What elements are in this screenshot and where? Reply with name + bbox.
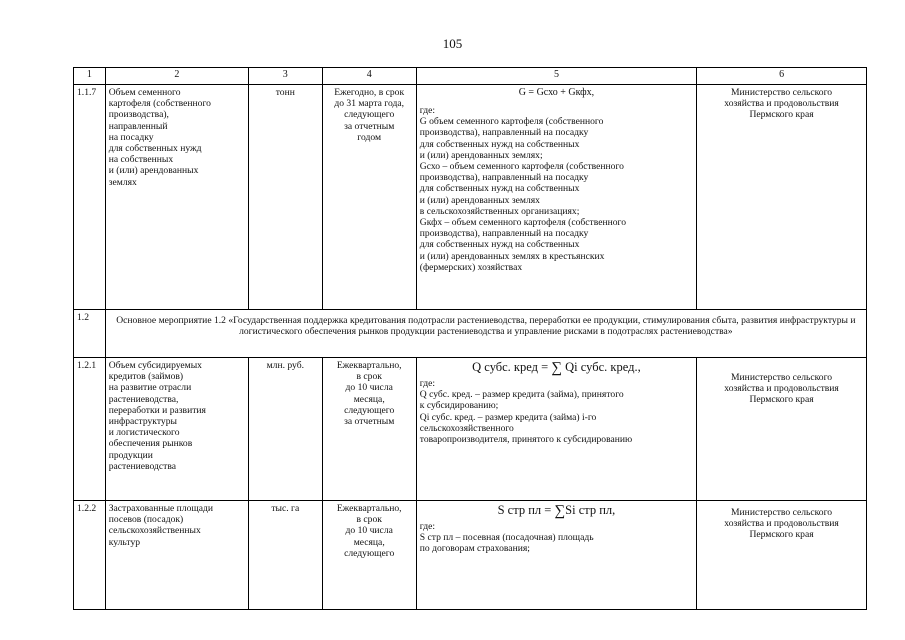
section-title: Основное мероприятие 1.2 «Государственная поддержка кредитования подотрасли растениеводства, переработки ее продукции, стимулирования сбыта, развития инфраструктуры и логистического обеспечения рынков продукции растениеводства и управление рисками в подотраслях растениеводства»: [105, 310, 866, 358]
formula: [420, 503, 693, 519]
unit: тонн: [248, 85, 322, 310]
indicator-name: Объем семенного картофеля (собственного производства), направленный на посадку для собственных нужд на собственных и (или) арендованных землях: [105, 85, 248, 310]
unit: млн. руб.: [248, 358, 322, 501]
header-cell-3: 3: [248, 68, 322, 85]
row-number: 1.2.1: [74, 358, 106, 501]
row-number: 1.2.2: [74, 501, 106, 610]
table-row: [74, 358, 867, 501]
unit: тыс. га: [248, 501, 322, 610]
deadline: Ежегодно, в срок до 31 марта года, следующего за отчетным годом: [322, 85, 416, 310]
formula: [420, 360, 693, 376]
header-cell-6: 6: [697, 68, 867, 85]
header-cell-2: 2: [105, 68, 248, 85]
indicator-name: Застрахованные площади посевов (посадок) сельскохозяйственных культур: [105, 501, 248, 610]
header-cell-5: 5: [416, 68, 696, 85]
section-row: [74, 310, 867, 358]
formula-explanation: где: Q субс. кред. – размер кредита (займа), принятого к субсидированию; Qi субс. кред. – размер кредита (займа) i-го сельскохозяйственного товаропроизводителя, принятого к субсидированию: [419, 378, 633, 446]
deadline: Ежеквартально, в срок до 10 числа месяца, следующего: [322, 501, 416, 610]
page-number: 105: [442, 36, 463, 51]
header-row: [74, 68, 867, 85]
sum-symbol: ∑: [554, 503, 566, 519]
responsible: Министерство сельского хозяйства и продовольствия Пермского края: [697, 358, 867, 501]
responsible: Министерство сельского хозяйства и продовольствия Пермского края: [697, 501, 867, 610]
formula-right: Si стр пл,: [565, 503, 616, 517]
formula-right: Qi субс. кред.,: [562, 360, 641, 374]
deadline: Ежеквартально, в срок до 10 числа месяца, следующего за отчетным: [322, 358, 416, 501]
header-cell-4: 4: [322, 68, 416, 85]
indicator-name: Объем субсидируемых кредитов (займов) на развитие отрасли растениеводства, переработки и развития инфраструктуры и логистического обеспечения рынков продукции растениеводства: [105, 358, 248, 501]
calculation-method: [416, 501, 696, 610]
formula: G = Gсхо + Gкфх,: [518, 87, 595, 98]
formula-left: Q субс. кред =: [472, 360, 552, 374]
row-number: 1.1.7: [74, 85, 106, 310]
responsible: Министерство сельского хозяйства и продовольствия Пермского края: [697, 85, 867, 310]
calculation-method: [416, 358, 696, 501]
section-number: 1.2: [74, 310, 106, 358]
calculation-method: [416, 85, 696, 310]
indicators-table: [73, 67, 867, 610]
table-row: [74, 85, 867, 310]
header-cell-1: 1: [74, 68, 106, 85]
formula-left: S стр пл =: [497, 503, 555, 517]
sum-symbol: ∑: [551, 360, 563, 376]
formula-explanation: где: G объем семенного картофеля (собственного производства), направленный на посадку для собственных нужд на собственных и (или) арендованных землях; Gсхо – объем семенного картофеля (собственного производства), направленный на посадку для собственных нужд на собственных и (или) арендованных землях в сельскохозяйственных организациях; Gкфх – объем семенного картофеля (собственного производства), направленный на посадку для собственных нужд на собственных и (или) арендованных землях в крестьянских (фермерских) хозяйствах: [419, 105, 627, 273]
table-row: [74, 501, 867, 610]
formula-explanation: где: S стр пл – посевная (посадочная) площадь по договорам страхования;: [419, 521, 594, 555]
